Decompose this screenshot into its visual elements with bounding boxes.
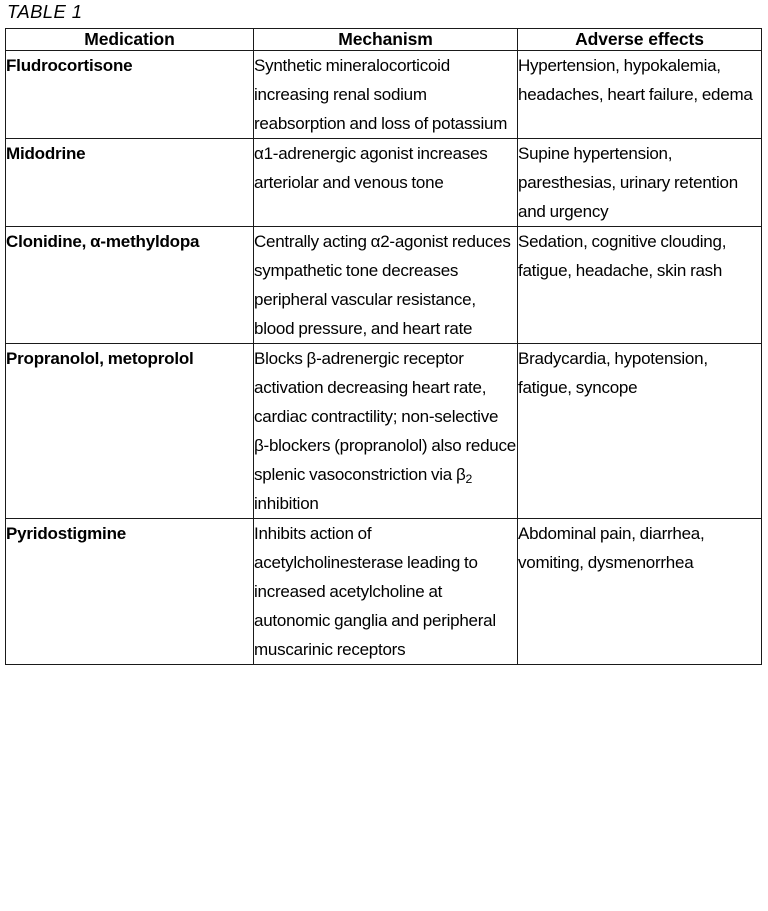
cell-medication [6,51,254,139]
mechanism-text: Centrally acting α2-agonist reduces sympathetic tone decreases peripheral vascular resistance, blood pressure, and heart rate [254,232,511,338]
adverse-effects-text: Sedation, cognitive clouding, fatigue, headache, skin rash [518,232,727,280]
cell-adverse-effects [518,344,762,519]
table-row [6,519,762,665]
table-container [5,28,761,665]
table-row [6,227,762,344]
adverse-effects-text: Hypertension, hypokalemia, headaches, heart failure, edema [518,56,753,104]
medication-name: Fludrocortisone [6,56,133,75]
mechanism-text: α1-adrenergic agonist increases arteriolar and venous tone [254,144,488,192]
cell-adverse-effects [518,519,762,665]
adverse-effects-text: Abdominal pain, diarrhea, vomiting, dysmenorrhea [518,524,705,572]
cell-adverse-effects [518,227,762,344]
column-header-medication: Medication [6,29,254,51]
table-row [6,344,762,519]
cell-mechanism [254,344,518,519]
cell-mechanism [254,227,518,344]
cell-medication [6,519,254,665]
table-body [6,51,762,665]
mechanism-text: Synthetic mineralocorticoid increasing renal sodium reabsorption and loss of potassium [254,56,508,133]
table-row [6,139,762,227]
medication-name: Clonidine, α-methyldopa [6,232,200,251]
mechanism-text: Inhibits action of acetylcholinesterase leading to increased acetylcholine at autonomic ganglia and peripheral muscarinic receptors [254,524,496,659]
cell-medication [6,139,254,227]
adverse-effects-text: Supine hypertension, paresthesias, urinary retention and urgency [518,144,738,221]
header-row [6,29,762,51]
table-caption: TABLE 1 [7,1,83,22]
table-row [6,51,762,139]
medication-table [5,28,762,665]
medication-name: Pyridostigmine [6,524,127,543]
mechanism-text: Blocks β-adrenergic receptor activation decreasing heart rate, cardiac contractility; non-selective β-blockers (propranolol) also reduce splenic vasoconstriction via $\beta_2$ inhibition [254,349,516,513]
table-header [6,29,762,51]
cell-adverse-effects [518,51,762,139]
cell-medication [6,227,254,344]
cell-medication [6,344,254,519]
medication-name: Propranolol, metoprolol [6,349,194,368]
cell-mechanism [254,139,518,227]
column-header-mechanism: Mechanism [254,29,518,51]
cell-mechanism [254,51,518,139]
cell-adverse-effects [518,139,762,227]
column-header-adverse-effects: Adverse effects [518,29,762,51]
medication-name: Midodrine [6,144,86,163]
adverse-effects-text: Bradycardia, hypotension, fatigue, syncope [518,349,708,397]
cell-mechanism [254,519,518,665]
